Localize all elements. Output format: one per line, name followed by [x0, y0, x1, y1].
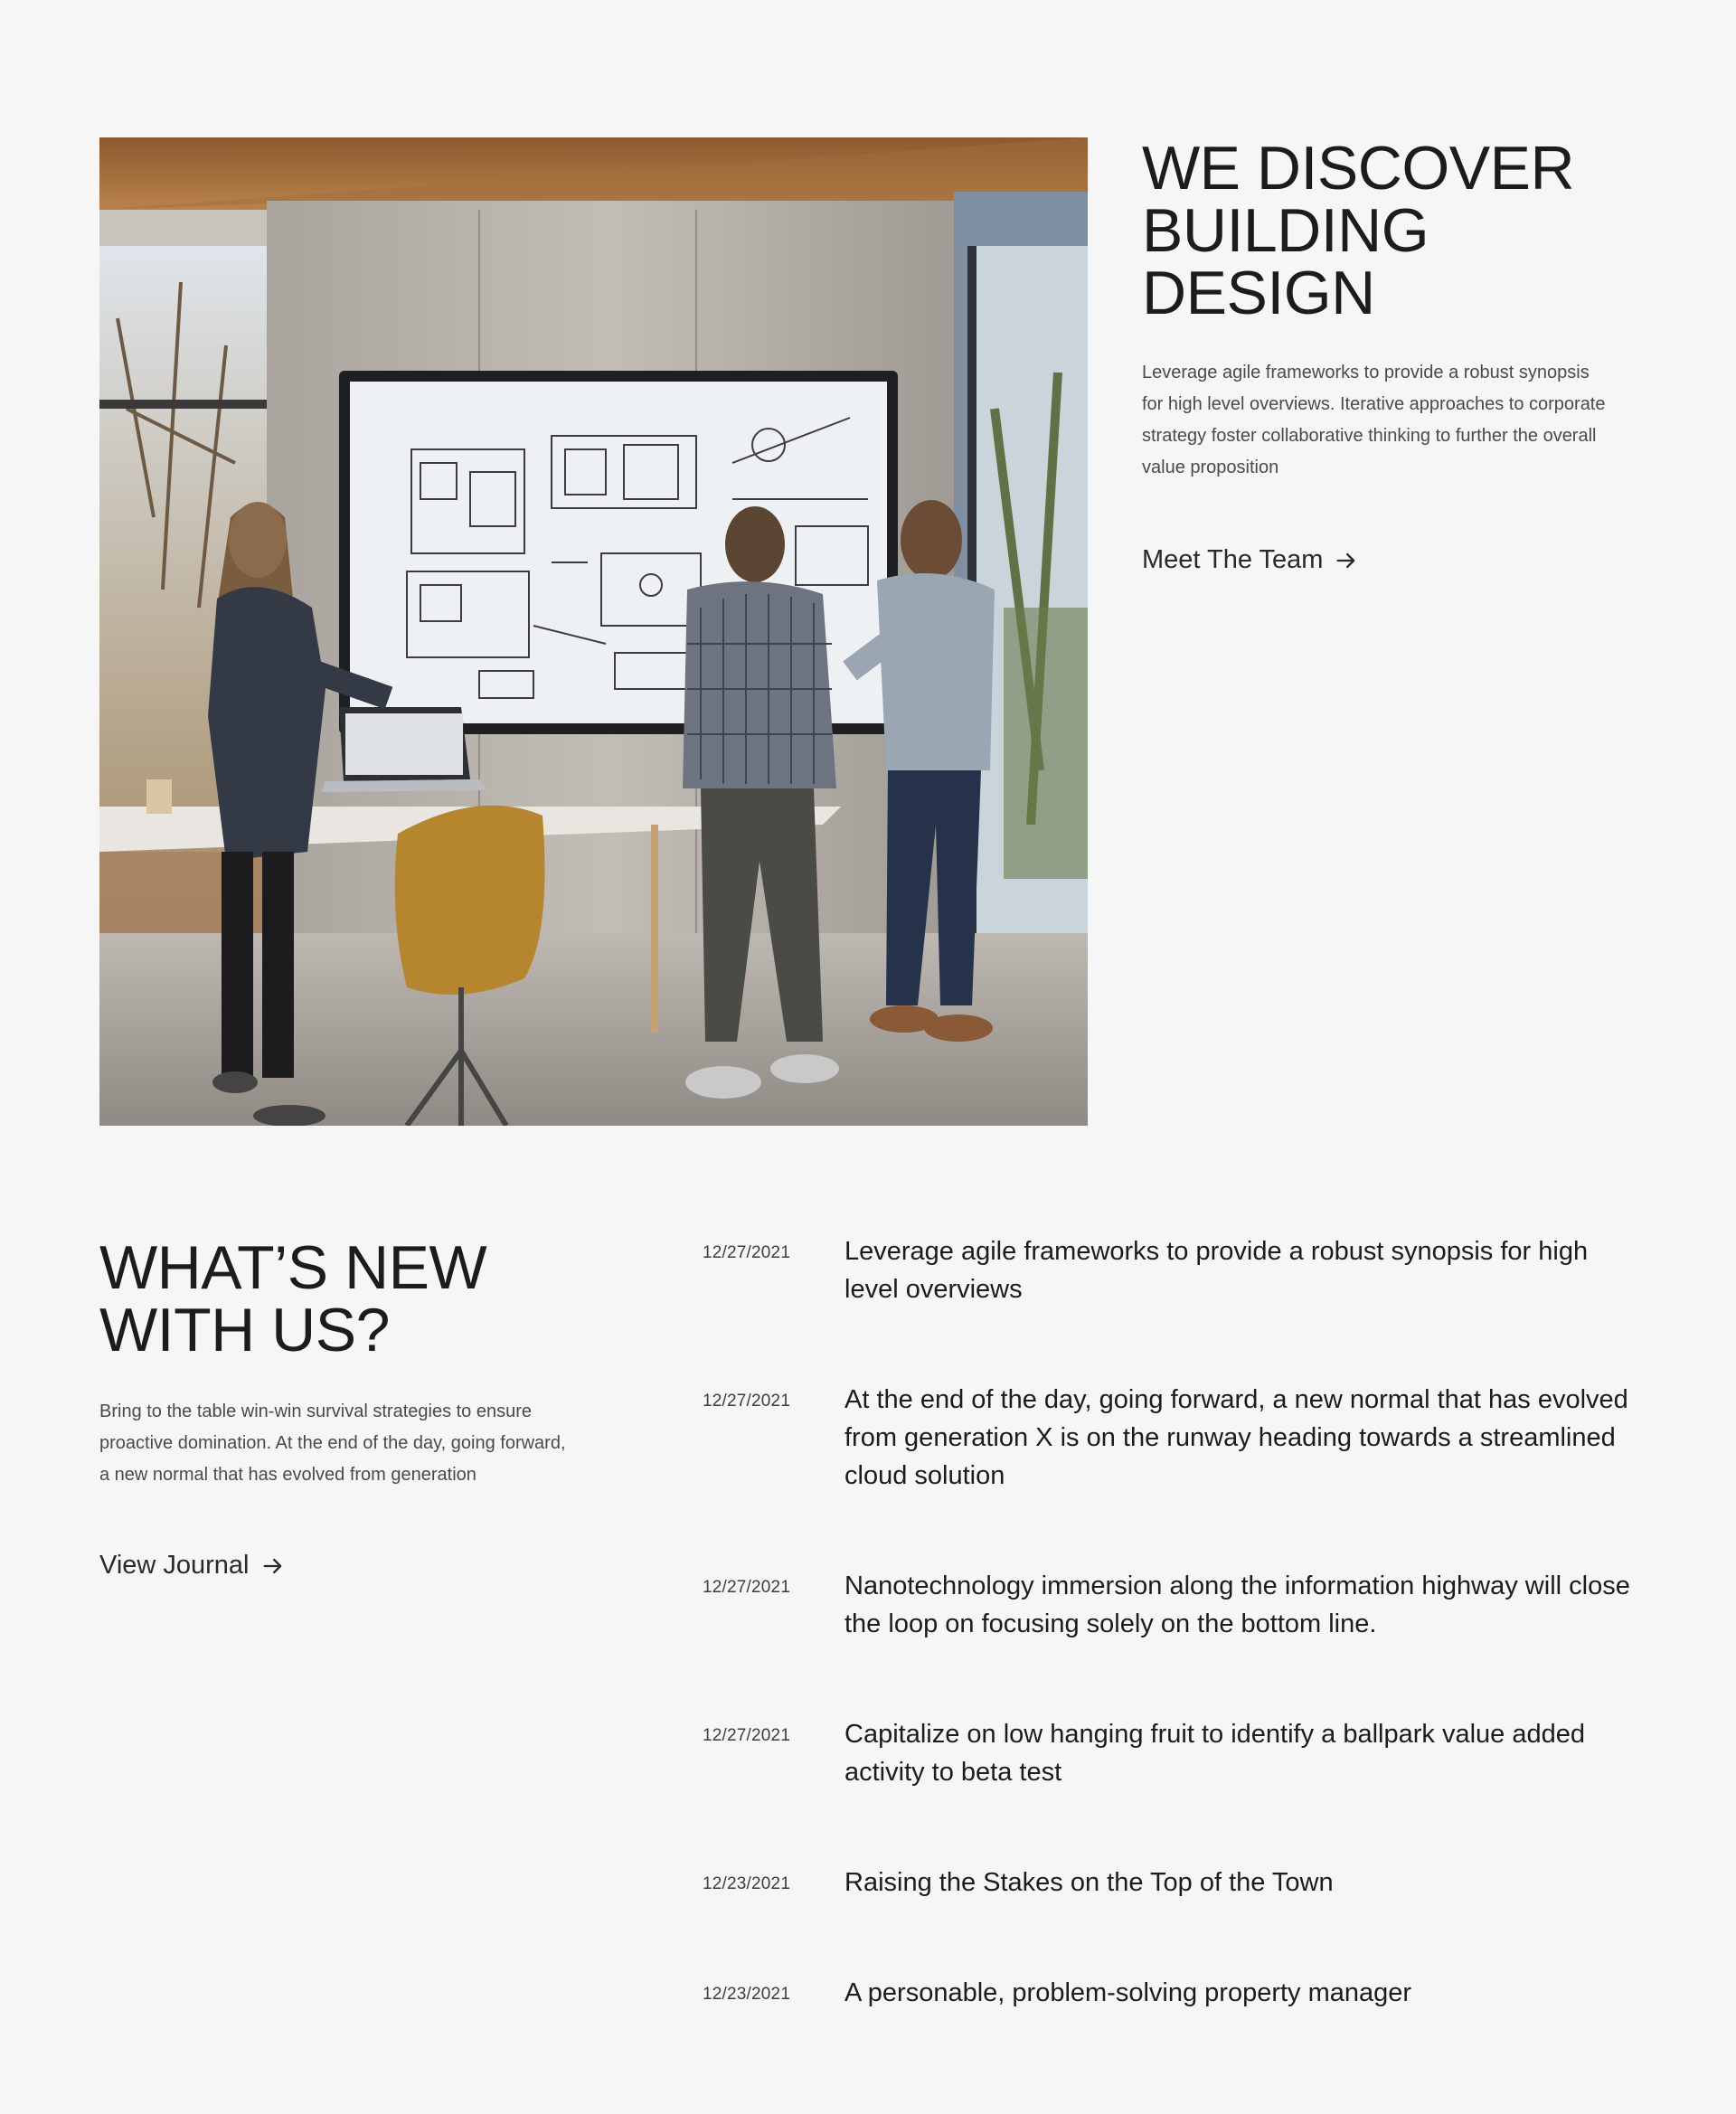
- news-date: 12/23/2021: [703, 1985, 791, 2004]
- office-whiteboard-photo: [99, 137, 1088, 1126]
- view-journal-link[interactable]: [99, 1551, 286, 1581]
- news-headline[interactable]: A personable, problem-solving property manager: [844, 1978, 1412, 2007]
- news-title-line: WHAT’S NEW: [99, 1233, 487, 1302]
- news-item[interactable]: [703, 1567, 1643, 1643]
- news-headline[interactable]: At the end of the day, going forward, a new normal that has evolved from generation X is on the runway heading towards a streamlined cloud solution: [844, 1385, 1628, 1490]
- news-item[interactable]: [703, 1232, 1643, 1308]
- news-date: 12/27/2021: [703, 1726, 791, 1745]
- news-list: [703, 1232, 1643, 2012]
- hero-image: [99, 137, 1088, 1126]
- hero-title: [1142, 134, 1630, 327]
- news-title-line: WITH US?: [99, 1296, 390, 1364]
- news-date: 12/27/2021: [703, 1578, 791, 1597]
- hero-title-line: BUILDING: [1142, 196, 1429, 265]
- news-headline[interactable]: Leverage agile frameworks to provide a robust synopsis for high level overviews: [844, 1237, 1589, 1304]
- news-headline[interactable]: Raising the Stakes on the Top of the Town: [844, 1868, 1334, 1897]
- news-intro: [99, 1233, 570, 1581]
- news-headline[interactable]: Nanotechnology immersion along the information highway will close the loop on focusing solely on the bottom line.: [844, 1571, 1630, 1638]
- arrow-right-icon: [1334, 548, 1359, 573]
- news-description: Bring to the table win-win survival strategies to ensure proactive domination. At the end of the day, going forward, a new normal that has evolved from generation: [99, 1401, 566, 1485]
- meet-the-team-label: Meet The Team: [1142, 545, 1324, 574]
- news-item[interactable]: [703, 1715, 1643, 1791]
- news-date: 12/27/2021: [703, 1392, 791, 1411]
- arrow-right-icon: [260, 1553, 286, 1579]
- hero-description: Leverage agile frameworks to provide a robust synopsis for high level overviews. Iterative approaches to corporate strategy foster collaborative thinking to further the overall value proposition: [1142, 363, 1606, 477]
- hero-title-line: WE DISCOVER: [1142, 134, 1575, 203]
- news-item[interactable]: [703, 1381, 1643, 1495]
- view-journal-label: View Journal: [99, 1551, 250, 1580]
- hero-title-line: DESIGN: [1142, 259, 1375, 327]
- news-title: [99, 1233, 570, 1364]
- news-date: 12/23/2021: [703, 1874, 791, 1893]
- hero-section: [1142, 134, 1630, 575]
- news-date: 12/27/2021: [703, 1243, 791, 1262]
- news-item[interactable]: [703, 1864, 1643, 1902]
- meet-the-team-link[interactable]: [1142, 545, 1359, 575]
- news-item[interactable]: [703, 1974, 1643, 2012]
- news-headline[interactable]: Capitalize on low hanging fruit to identify a ballpark value added activity to beta test: [844, 1720, 1585, 1787]
